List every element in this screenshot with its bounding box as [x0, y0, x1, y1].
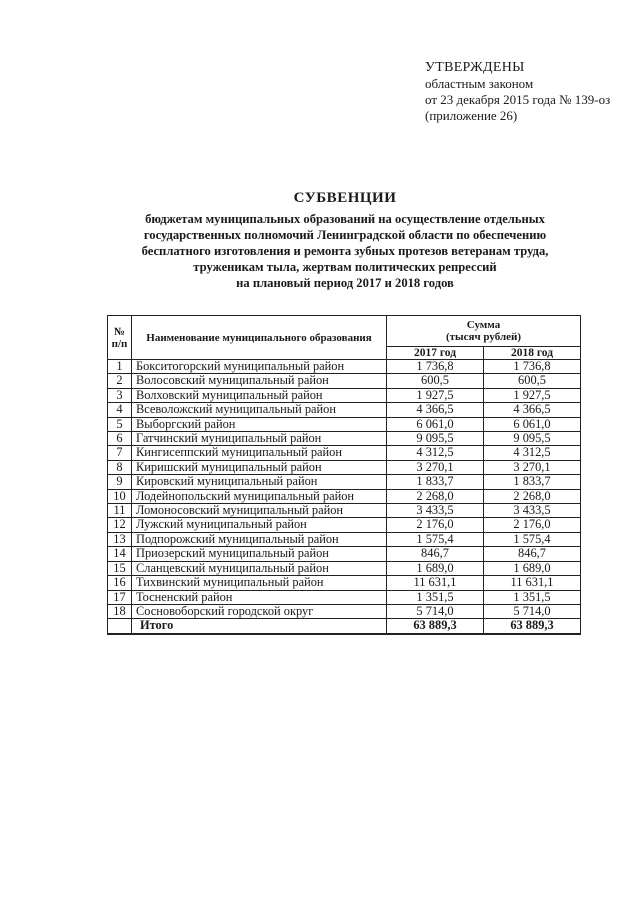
total-2018: 63 889,3: [484, 619, 581, 634]
heading-line-2: государственных полномочий Ленинградской области по обеспечению: [143, 228, 547, 242]
municipality-name: Сосновоборский городской округ: [132, 604, 387, 618]
header-sum-label: Сумма: [466, 319, 501, 331]
table-row: [108, 360, 581, 374]
value-2018: 2 176,0: [484, 518, 581, 532]
table-row: [108, 432, 581, 446]
header-number: № п/п: [108, 316, 132, 360]
row-number: 16: [108, 576, 132, 590]
municipality-name: Бокситогорский муниципальный район: [132, 360, 387, 374]
value-2018: 1 689,0: [484, 561, 581, 575]
row-number: 9: [108, 475, 132, 489]
value-2018: 600,5: [484, 374, 581, 388]
value-2018: 1 833,7: [484, 475, 581, 489]
table-row: [108, 504, 581, 518]
value-2017: 4 312,5: [387, 446, 484, 460]
value-2017: 1 351,5: [387, 590, 484, 604]
value-2017: 2 176,0: [387, 518, 484, 532]
row-number: 12: [108, 518, 132, 532]
table-row: [108, 576, 581, 590]
value-2017: 11 631,1: [387, 576, 484, 590]
total-2017: 63 889,3: [387, 619, 484, 634]
value-2018: 6 061,0: [484, 417, 581, 431]
municipality-name: Тихвинский муниципальный район: [132, 576, 387, 590]
value-2018: 9 095,5: [484, 432, 581, 446]
table-row: [108, 604, 581, 618]
value-2018: 11 631,1: [484, 576, 581, 590]
row-number: 7: [108, 446, 132, 460]
approval-line-2: от 23 декабря 2015 года № 139-оз: [425, 92, 611, 107]
table-row: [108, 475, 581, 489]
value-2017: 1 927,5: [387, 388, 484, 402]
heading-line-1: бюджетам муниципальных образований на осуществление отдельных: [145, 212, 545, 226]
municipality-name: Выборгский район: [132, 417, 387, 431]
document-title: СУБВЕНЦИИ: [293, 190, 397, 206]
table-row: [108, 489, 581, 503]
row-number: 6: [108, 432, 132, 446]
row-number: 2: [108, 374, 132, 388]
municipality-name: Киришский муниципальный район: [132, 460, 387, 474]
municipality-name: Лодейнопольский муниципальный район: [132, 489, 387, 503]
table-header-row: [108, 316, 581, 347]
row-number: 14: [108, 547, 132, 561]
document-heading: [100, 190, 590, 291]
municipality-name: Ломоносовский муниципальный район: [132, 504, 387, 518]
total-row: [108, 619, 581, 634]
value-2018: 1 351,5: [484, 590, 581, 604]
value-2017: 3 270,1: [387, 460, 484, 474]
header-year-2017: 2017 год: [387, 347, 484, 360]
row-number: 4: [108, 403, 132, 417]
municipality-name: Сланцевский муниципальный район: [132, 561, 387, 575]
value-2018: 2 268,0: [484, 489, 581, 503]
table-row: [108, 388, 581, 402]
value-2017: 1 575,4: [387, 532, 484, 546]
value-2017: 1 736,8: [387, 360, 484, 374]
value-2017: 2 268,0: [387, 489, 484, 503]
value-2018: 3 270,1: [484, 460, 581, 474]
row-number: 3: [108, 388, 132, 402]
total-label: Итого: [132, 619, 387, 634]
approval-stamp: [425, 60, 610, 124]
table-row: [108, 518, 581, 532]
header-sum: [387, 316, 581, 347]
value-2017: 5 714,0: [387, 604, 484, 618]
municipality-name: Приозерский муниципальный район: [132, 547, 387, 561]
total-number-cell: [108, 619, 132, 634]
municipality-name: Подпорожский муниципальный район: [132, 532, 387, 546]
row-number: 5: [108, 417, 132, 431]
value-2018: 5 714,0: [484, 604, 581, 618]
municipality-name: Тосненский район: [132, 590, 387, 604]
municipality-name: Гатчинский муниципальный район: [132, 432, 387, 446]
municipality-name: Кировский муниципальный район: [132, 475, 387, 489]
row-number: 11: [108, 504, 132, 518]
row-number: 10: [108, 489, 132, 503]
value-2017: 1 833,7: [387, 475, 484, 489]
table-row: [108, 547, 581, 561]
value-2017: 6 061,0: [387, 417, 484, 431]
value-2018: 1 736,8: [484, 360, 581, 374]
value-2018: 4 312,5: [484, 446, 581, 460]
municipality-name: Волховский муниципальный район: [132, 388, 387, 402]
municipality-name: Лужский муниципальный район: [132, 518, 387, 532]
table-row: [108, 561, 581, 575]
table-row: [108, 532, 581, 546]
table-row: [108, 417, 581, 431]
row-number: 15: [108, 561, 132, 575]
table-row: [108, 403, 581, 417]
table-row: [108, 460, 581, 474]
municipality-name: Всеволожский муниципальный район: [132, 403, 387, 417]
row-number: 13: [108, 532, 132, 546]
table-row: [108, 446, 581, 460]
value-2018: 3 433,5: [484, 504, 581, 518]
table-row: [108, 374, 581, 388]
municipality-name: Кингисеппский муниципальный район: [132, 446, 387, 460]
value-2017: 1 689,0: [387, 561, 484, 575]
header-municipality: Наименование муниципального образования: [132, 316, 387, 360]
row-number: 1: [108, 360, 132, 374]
value-2017: 600,5: [387, 374, 484, 388]
value-2017: 846,7: [387, 547, 484, 561]
municipality-name: Волосовский муниципальный район: [132, 374, 387, 388]
heading-line-3: бесплатного изготовления и ремонта зубных протезов ветеранам труда,: [141, 244, 549, 258]
row-number: 18: [108, 604, 132, 618]
header-year-2018: 2018 год: [484, 347, 581, 360]
value-2018: 4 366,5: [484, 403, 581, 417]
approval-line-1: областным законом: [425, 76, 534, 91]
heading-line-5: на плановый период 2017 и 2018 годов: [236, 276, 454, 290]
header-sum-unit: (тысяч рублей): [445, 331, 522, 343]
approval-title: УТВЕРЖДЕНЫ: [425, 60, 525, 75]
heading-line-4: труженикам тыла, жертвам политических репрессий: [193, 260, 497, 274]
value-2018: 1 575,4: [484, 532, 581, 546]
value-2018: 1 927,5: [484, 388, 581, 402]
value-2017: 3 433,5: [387, 504, 484, 518]
subventions-table: [107, 315, 581, 635]
table-row: [108, 590, 581, 604]
approval-line-3: (приложение 26): [425, 108, 518, 123]
value-2017: 9 095,5: [387, 432, 484, 446]
value-2017: 4 366,5: [387, 403, 484, 417]
row-number: 17: [108, 590, 132, 604]
row-number: 8: [108, 460, 132, 474]
value-2018: 846,7: [484, 547, 581, 561]
